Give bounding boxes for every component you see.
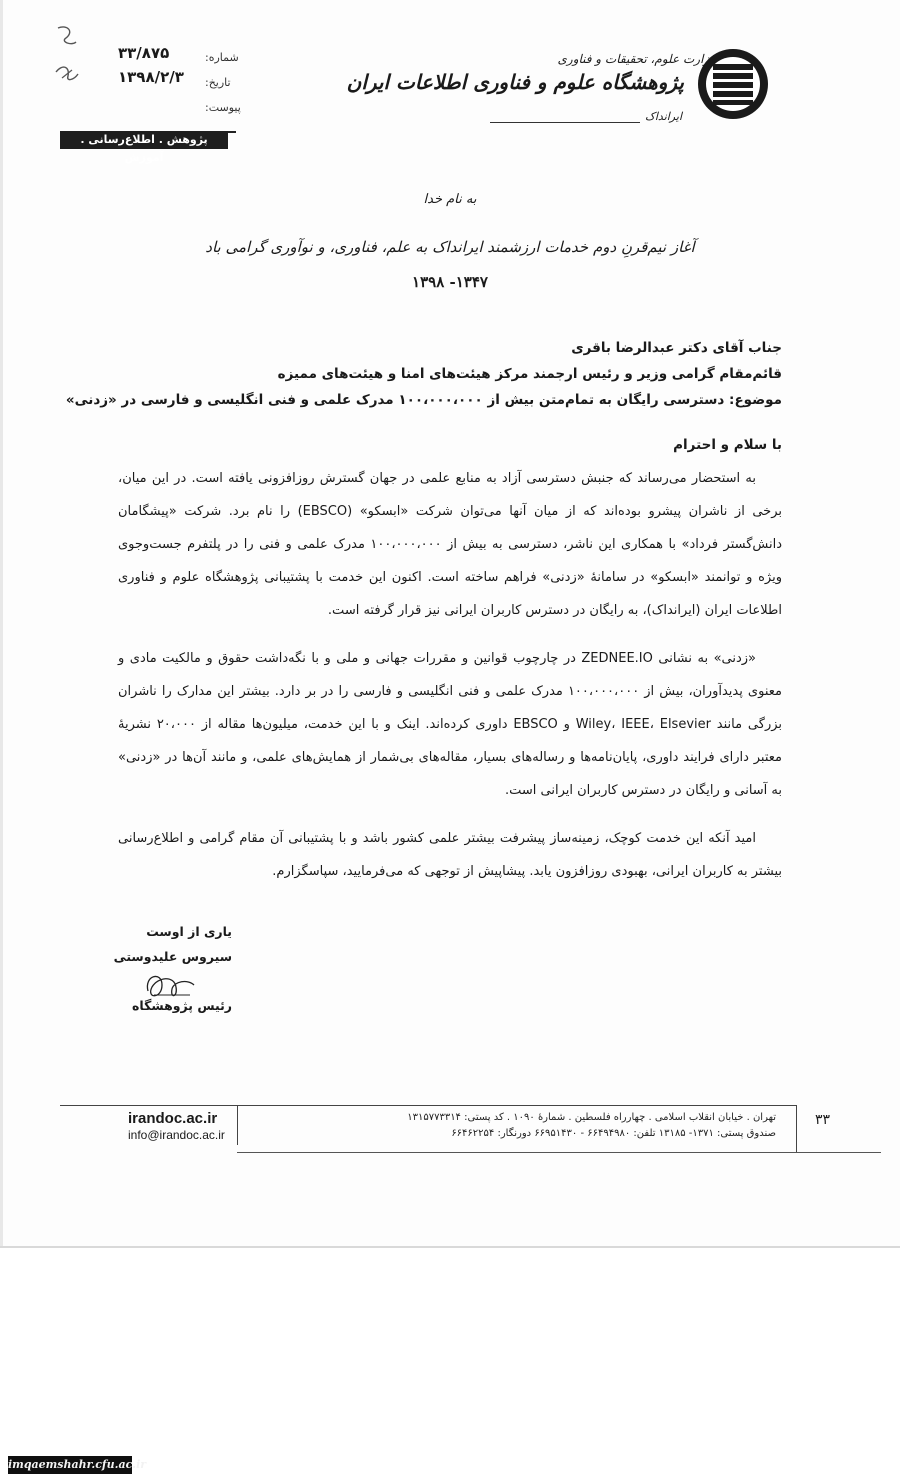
footer-bottom-rule <box>237 1152 881 1153</box>
ministry-name: وزارت علوم، تحقیقات و فناوری <box>557 52 715 66</box>
slogan-banner: پژوهش . اطلاع‌رسانی . آموزش <box>60 131 228 149</box>
bismillah: به نام خدا <box>423 192 477 207</box>
letter-number: ۳۳/۸۷۵ <box>118 44 170 62</box>
letter-subject: موضوع: دسترسی رایگان به تمام‌متن بیش از ۱۰۰،۰۰۰،۰۰۰ مدرک علمی و فنی انگلیسی و فارسی در «زدنی» <box>65 392 782 408</box>
greeting: با سلام و احترام <box>673 437 782 453</box>
organization-abbreviation: ایرانداک <box>645 110 682 123</box>
footer-address-line-1: تهران . خیابان انقلاب اسلامی . چهارراه فلسطین . شمارهٔ ۱۰۹۰ . کد پستی: ۱۳۱۵۷۷۳۳۱۴ <box>407 1112 776 1123</box>
signer-name: سیروس علیدوستی <box>113 949 232 964</box>
number-label: شماره: <box>205 51 239 64</box>
source-watermark: imqaemshahr.cfu.ac.ir <box>8 1456 132 1474</box>
scan-left-edge <box>0 0 3 1248</box>
anniversary-years: ۱۳۴۷- ۱۳۹۸ <box>412 273 488 291</box>
letter-date: ۱۳۹۸/۲/۳ <box>118 68 184 86</box>
signer-title: رئیس پژوهشگاه <box>132 998 232 1013</box>
recipient-name: جناب آقای دکتر عبدالرضا باقری <box>571 340 782 356</box>
recipient-title: قائم‌مقام گرامی وزیر و رئیس ارجمند مرکز هیئت‌های امنا و هیئت‌های ممیزه <box>277 366 782 382</box>
anniversary-headline: آغاز نیم‌قرنِ دوم خدمات ارزشمند ایرانداک به علم، فناوری، و نوآوری گرامی باد <box>205 238 695 256</box>
scan-bottom-edge <box>0 1246 900 1248</box>
footer-address-line-2: صندوق پستی: ۱۳۷۱- ۱۳۱۸۵ تلفن: ۶۶۴۹۴۹۸۰ - ۶۶۹۵۱۴۳۰ دورنگار: ۶۶۴۶۲۲۵۴ <box>451 1128 776 1139</box>
page-number: ۳۳ <box>815 1112 831 1128</box>
attachment-label: پیوست: <box>205 101 241 114</box>
handwritten-mark-icon <box>48 20 84 90</box>
body-paragraph-2: «زدنی» به نشانی ZEDNEE.IO در چارچوب قوانین و مقررات جهانی و ملی و با نگه‌داشت حقوق و مالکیت مادی و معنوی پدیدآوران، بیش از ۱۰۰،۰۰۰،۰۰۰ مدرک علمی و فنی انگلیسی و فارسی را در بر دارد. بیشتر این مدارک را ناشران بزرگی مانند Wiley، IEEE، Elsevier و EBSCO داوری کرده‌اند. اینک و با این خدمت، میلیون‌ها مقاله از ۲۰،۰۰۰ نشریهٔ معتبر دارای فرایند داوری، پایان‌نامه‌ها و رساله‌های بسیار، مقاله‌های بی‌شمار از همایش‌های علمی، و مانند آن‌ها در «زدنی» به آسانی و رایگان در دسترس کاربران ایرانی است. <box>118 651 783 798</box>
header-underline <box>490 122 640 123</box>
footer-top-rule <box>60 1105 796 1106</box>
footer-website: irandoc.ac.ir <box>128 1110 218 1127</box>
footer-right-rule <box>796 1105 797 1153</box>
organization-name: پژوهشگاه علوم و فناوری اطلاعات ایران <box>346 70 684 94</box>
footer-divider <box>237 1105 238 1145</box>
closing-phrase: یاری از اوست <box>146 924 232 939</box>
body-paragraph-1: به استحضار می‌رساند که جنبش دسترسی آزاد به منابع علمی در جهان گسترش روزافزونی یافته است. در این میان، برخی از ناشران پیشرو بوده‌اند که از میان آنها می‌توان شرکت «ابسکو» (EBSCO) را نام برد. شرکت «پیشگامان دانش‌گستر فرداد» با همکاری این ناشر، دسترسی به بیش از ۱۰۰،۰۰۰،۰۰۰ مدرک علمی و فنی را در پلتفرم جست‌وجوی ویژه و توانمند «ابسکو» در سامانهٔ «زدنی» فراهم ساخته است. اکنون این خدمت با پشتیبانی پژوهشگاه علوم و فناوری اطلاعات ایران (ایرانداک)، به رایگان در دسترس کاربران ایرانی نیز قرار گرفته است. <box>118 471 783 618</box>
body-paragraph-3: امید آنکه این خدمت کوچک، زمینه‌ساز پیشرفت بیشتر علمی کشور باشد و با پشتیبانی آن مقام گرامی و اطلاع‌رسانی بیشتر به کاربران ایرانی، بهبودی روزافزون یابد. پیشاپیش از توجهی که می‌فرمایید، سپاسگزارم. <box>118 831 782 879</box>
footer-email: info@irandoc.ac.ir <box>128 1128 225 1142</box>
date-label: تاریخ: <box>205 76 231 89</box>
